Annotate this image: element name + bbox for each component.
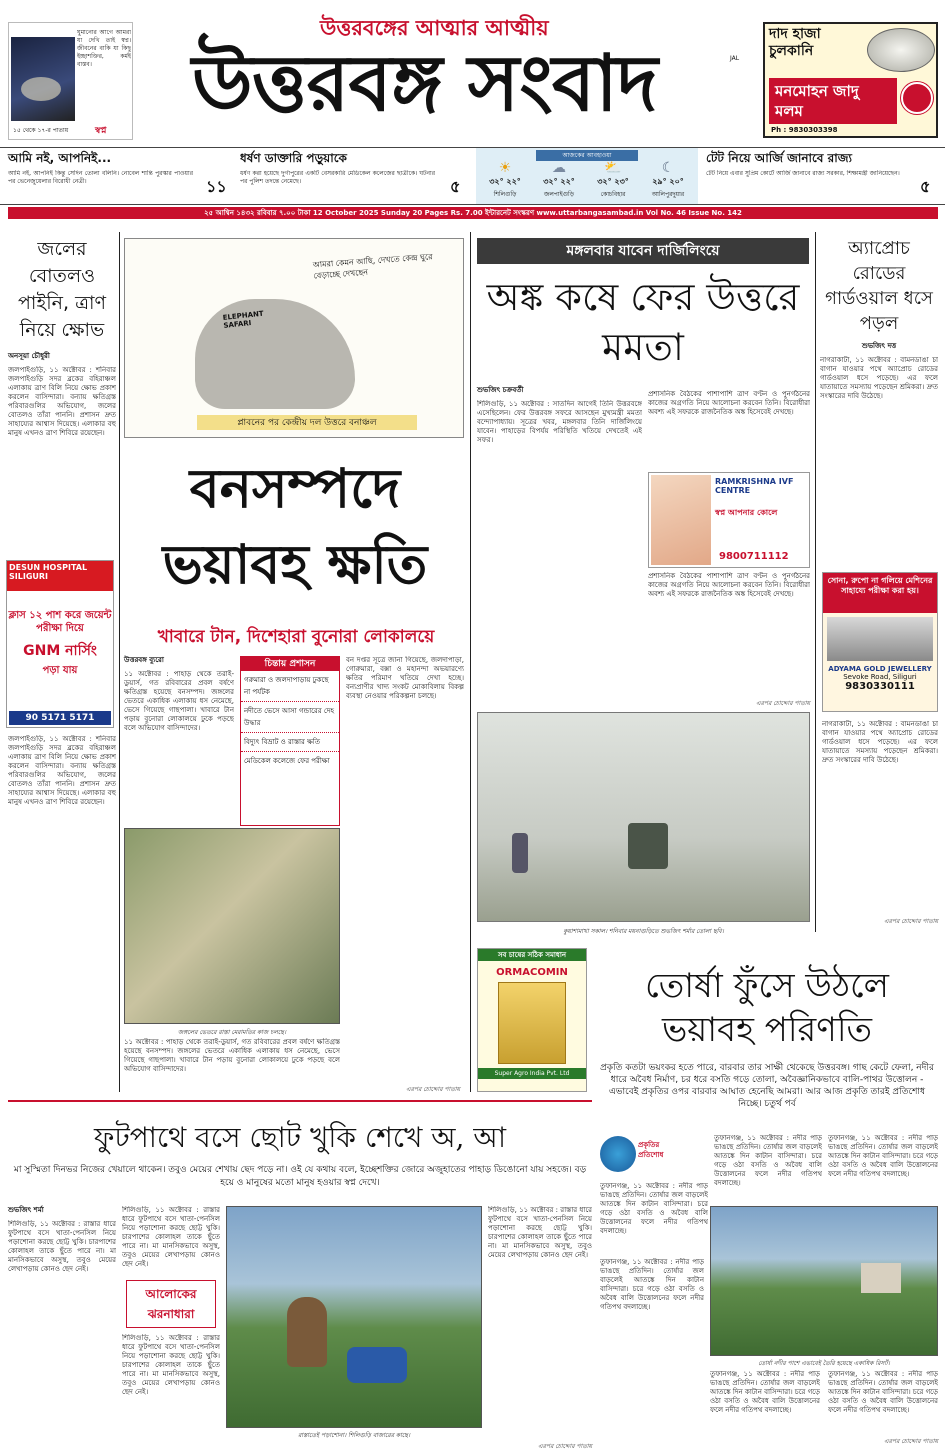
torsha-logo-ring: [600, 1136, 636, 1172]
right-col-story[interactable]: [820, 236, 938, 566]
bottom-body: শিলিগুড়ি, ১১ অক্টোবর : রাস্তার ধারে ফুটপাথে বসে খাতা-পেনসিল নিয়ে পড়াশোনা করছে ছোট্ট খুকি। চারপাশের কোলাহল তাকে ছুঁতে পারে না। মা মানসিকভাবে অসুস্থ, তবুও মেয়ের লেখাপড়ায় কোনও ছেদ নেই।: [8, 1220, 116, 1273]
weather-min-4: ২০°: [669, 177, 684, 186]
main-body-col3: বন দপ্তর সূত্রে জানা গিয়েছে, জলদাপাড়া, গোরুমারা, বক্সা ও মহানন্দা অভয়ারণ্যে ক্ষতির পরিমাণ খতিয়ে দেখা হচ্ছে। বন্যপ্রাণীর খাদ্য সংকট মোকাবিলায় বিকল্প ব্যবস্থা নেওয়ার পরিকল্পনা চলছে।: [346, 656, 464, 700]
manmohan-brand-box: [769, 78, 897, 124]
bottom-col1[interactable]: [8, 1204, 116, 1448]
ramkrishna-ad[interactable]: [648, 472, 810, 568]
adyama-phone: 9830330111: [845, 681, 915, 692]
right-col-headline: অ্যাপ্রোচ রোডের গার্ডওয়াল ধসে পড়ল: [825, 238, 933, 334]
torsha-body-5: তুফানগঞ্জ, ১১ অক্টোবর : নদীর পাড় ভাঙছে প্রতিদিন। তোর্ষার জল বাড়লেই আতঙ্কে দিন কাটান বাসিন্দারা। চরে গড়ে ওঠা বসতি ও অবৈধ বালি উত্তোলনের ফলে নদীর গতিপথ বদলাচ্ছে।: [710, 1370, 820, 1414]
weather-max-3: ৩২°: [597, 177, 612, 186]
col-rule-3: [815, 232, 816, 932]
bottom-col2: শিলিগুড়ি, ১১ অক্টোবর : রাস্তার ধারে ফুটপাথে বসে খাতা-পেনসিল নিয়ে পড়াশোনা করছে ছোট্ট খুকি। চারপাশের কোলাহল তাকে ছুঁতে পারে না। মা মানসিকভাবে অসুস্থ, তবুও মেয়ের লেখাপড়ায় কোনও ছেদ নেই।: [122, 1206, 220, 1268]
left-story-headline: জলের বোতলও পাইনি, ত্রাণ নিয়ে ক্ষোভ: [17, 238, 107, 341]
right-col-byline: শুভজিৎ দত্ত: [861, 342, 897, 350]
ormacomin-brand: ORMACOMIN: [496, 967, 568, 978]
torsha-photo-caption: তোর্ষা নদীর পাশে এভাবেই তৈরি হয়েছে একাধিক রিসর্ট।: [758, 1360, 890, 1367]
bottom-intro: মা সুস্মিতা দিনভর নিজের খেয়ালে থাকেন। তবুও মেয়ের শেখায় ছেদ পড়ে না। ওই যে কথায় বলে, ইচ্ছেশক্তির জোরে অজুহাতের পাহাড় ডিঙোনো যায় সহজে। বড় হয়ে ও মানুষের মতো মানুষ হওয়ার স্বপ্ন দেখে।: [13, 1165, 587, 1188]
weather-name-3: কোচবিহার: [600, 191, 626, 198]
desun-phone: 90 5171 5171: [9, 711, 111, 725]
ramkrishna-photo: [651, 475, 711, 565]
bottom-col3: শিলিগুড়ি, ১১ অক্টোবর : রাস্তার ধারে ফুটপাথে বসে খাতা-পেনসিল নিয়ে পড়াশোনা করছে ছোট্ট খুকি। চারপাশের কোলাহল তাকে ছুঁতে পারে না। মা মানসিকভাবে অসুস্থ, তবুও মেয়ের লেখাপড়ায় কোনও ছেদ নেই।: [488, 1206, 592, 1259]
torsha-body-1: তুফানগঞ্জ, ১১ অক্টোবর : নদীর পাড় ভাঙছে প্রতিদিন। তোর্ষার জল বাড়লেই আতঙ্কে দিন কাটান বাসিন্দারা। চরে গড়ে ওঠা বসতি ও অবৈধ বালি উত্তোলনের ফলে নদীর গতিপথ বদলাচ্ছে।: [600, 1182, 708, 1235]
forest-photo-caption: জঙ্গলের ভেতরে রাস্তা মেরামতির কাজ চলছে।: [177, 1029, 287, 1036]
ramkrishna-text: স্বপ্ন আপনার কোলে: [715, 508, 778, 517]
adyama-ad[interactable]: [822, 572, 938, 712]
ramkrishna-phone: 9800711112: [719, 551, 789, 562]
concerns-box: [240, 656, 340, 826]
concerns-title: চিন্তায় প্রশাসন: [241, 657, 339, 671]
desun-brand: DESUN HOSPITAL SILIGURI: [7, 561, 113, 591]
tuktuk: [628, 823, 668, 869]
teaser-3-text: টেট নিয়ে এবার সুপ্রিম কোর্টে আর্জি জানাবে রাজ্য সরকার, শিক্ষামন্ত্রী জানিয়েছেন।: [706, 170, 900, 177]
dateline-bar: [8, 207, 938, 219]
weather-min-1: ২২°: [506, 177, 521, 186]
teaser-1-page: ১১: [206, 177, 227, 196]
weather-title: আজকের আবহাওয়া: [536, 150, 638, 161]
torsha-photo: [710, 1206, 938, 1356]
ormacomin-top: সব চাষের সঠিক সমাধান: [478, 949, 586, 961]
adyama-name: ADYAMA GOLD JEWELLERY: [828, 665, 932, 673]
torsha-credit[interactable]: এরপর চোদ্দোর পাতায়: [884, 1438, 938, 1445]
ormacomin-pack: [498, 982, 566, 1064]
ramkrishna-name: RAMKRISHNA IVF CENTRE: [715, 477, 794, 495]
main-headline: বনসম্পদে ভয়াবহ ক্ষতি: [162, 456, 428, 596]
torsha-logo: [600, 1134, 670, 1178]
section-divider: [8, 1100, 592, 1102]
weather-name-4: আলিপুরদুয়ার: [651, 191, 685, 198]
teaser-1-text: আমি নই, আপনিই কিন্তু সেদিন তোলা বলিনি। নোবেল শান্তি পুরস্কার পাওয়ার পর ভেনেজুয়েলার বিরোধী নেত্রী।: [8, 170, 193, 185]
right-top-kicker: মঙ্গলবার যাবেন দার্জিলিংয়ে: [566, 243, 720, 259]
promo-text: ঘুমানোর আগে আমরা যা দেখি তাই স্বপ্ন। জীবনের বাকি যা কিছু ইচ্ছাশক্তির, কর্মই বাস্তব।: [77, 29, 131, 68]
teaser-2[interactable]: [240, 150, 470, 204]
masthead-title: উত্তরবঙ্গ সংবাদ: [192, 38, 657, 129]
dateline: ২৫ আশ্বিন ১৪৩২ রবিবার ৭.০০ টাকা 12 October 2025 Sunday 20 Pages Rs. 7.00 ইন্টারনেট সংস্করণ www.uttarbangasambad.in Vol No. 46 Issue No. 142: [204, 209, 742, 217]
main-story-col1[interactable]: [124, 654, 234, 824]
bottom-col2b: শিলিগুড়ি, ১১ অক্টোবর : রাস্তার ধারে ফুটপাথে বসে খাতা-পেনসিল নিয়ে পড়াশোনা করছে ছোট্ট খুকি। চারপাশের কোলাহল তাকে ছুঁতে পারে না। মা মানসিকভাবে অসুস্থ, তবুও মেয়ের লেখাপড়ায় কোনও ছেদ নেই।: [122, 1334, 220, 1396]
adyama-line1: সোনা, রুপো না গলিয়ে মেশিনের সাহায্যে পরীক্ষা করা হয়।: [823, 573, 937, 613]
fog-photo: [477, 712, 810, 922]
torsha-logo-text: প্রকৃতির প্রতিশোধ: [638, 1141, 664, 1159]
teaser-3[interactable]: [706, 150, 938, 204]
cyclist: [512, 833, 528, 873]
masthead-tagline: উত্তরবঙ্গের আত্মার আত্মীয়: [320, 16, 549, 40]
main-credit[interactable]: এরপর চোদ্দোর পাতায়: [406, 1086, 460, 1093]
right-top-kicker-bar: [477, 238, 809, 264]
teaser-3-title: টেট নিয়ে আর্জি জানাবে রাজ্য: [706, 151, 852, 165]
right-col-body-2: নাগরাকাটা, ১১ অক্টোবর : বামনডাঙা চা বাগান যাওয়ার পথে অ্যাপ্রোচ রোডের গার্ডওয়াল ধসে পড়েছে। এর ফলে যাতায়াতে সমস্যায় পড়েছেন শ্রমিকরা। দ্রুত সংস্কারের দাবি উঠেছে।: [822, 720, 938, 764]
main-byline: উত্তরবঙ্গ ব্যুরো: [124, 656, 164, 664]
ormacomin-ad[interactable]: [477, 948, 587, 1092]
concerns-item-1: গরুমারা ও জলদাপাড়ায় ঢুকছে না পর্যটক: [241, 671, 339, 702]
torsha-body-6: তুফানগঞ্জ, ১১ অক্টোবর : নদীর পাড় ভাঙছে প্রতিদিন। তোর্ষার জল বাড়লেই আতঙ্কে দিন কাটান বাসিন্দারা। চরে গড়ে ওঠা বসতি ও অবৈধ বালি উত্তোলনের ফলে নদীর গতিপথ বদলাচ্ছে।: [828, 1370, 938, 1414]
ormacomin-company: Super Agro India Pvt. Ltd: [478, 1068, 586, 1079]
adyama-machine: [827, 617, 933, 661]
forest-photo: [124, 828, 340, 1024]
desun-line3: পড়া যায়: [42, 665, 78, 676]
teaser-3-page: ৫: [920, 177, 931, 196]
right-top-credit[interactable]: এরপর চোদ্দোর পাতায়: [756, 700, 810, 707]
col-rule-1: [119, 232, 120, 1092]
concerns-item-4: মেডিকেল কলেজে ফের পরীক্ষা: [244, 757, 330, 765]
desun-ad[interactable]: [6, 560, 114, 728]
weather-name-2: জলপাইগুড়ি: [543, 191, 575, 198]
promo-label: স্বপ্ন: [95, 126, 107, 136]
concerns-item-2: নদীতে ভেসে আসা গন্ডারের দেহ উদ্ধার: [241, 702, 339, 733]
safari-label: ELEPHANT SAFARI: [222, 309, 265, 330]
weather-max-4: ২৯°: [652, 177, 667, 186]
manmohan-brand: মনমোহন জাদু মলম: [775, 82, 859, 120]
bottom-credit[interactable]: এরপর চোদ্দোর পাতায়: [538, 1443, 592, 1450]
weather-max-1: ৩২°: [489, 177, 504, 186]
child-photo: [226, 1206, 482, 1428]
manmohan-jar: [867, 28, 935, 72]
weather-city-1: ☀ ৩২° ২২° শিলিগুড়ি: [478, 160, 532, 200]
teaser-2-title: ধর্ষণ ডাক্তারি পড়ুয়াকে: [240, 151, 347, 165]
right-top-headline: অঙ্ক কষে ফের উত্তরে মমতা: [486, 275, 800, 369]
weather-name-1: শিলিগুড়ি: [493, 191, 517, 198]
right-top-body[interactable]: [477, 384, 642, 704]
concerns-item-3: বিদ্যুৎ বিভ্রাট ও রাস্তার ক্ষতি: [241, 733, 339, 752]
weather-min-2: ২২°: [560, 177, 575, 186]
cartoon: [124, 238, 464, 438]
bottom-headline: ফুটপাথে বসে ছোট খুকি শেখে অ, আ: [93, 1121, 507, 1154]
child-figure: [287, 1297, 327, 1367]
bottom-byline: শুভজিৎ শর্মা: [8, 1206, 44, 1214]
right-top-body-2: প্রশাসনিক বৈঠকের পাশাপাশি ত্রাণ বণ্টন ও পুনর্গঠনের কাজের অগ্রগতি নিয়ে আলোচনা করবেন তিনি। বিরোধীরা অবশ্য এই সফরকে রাজনৈতিক অঙ্ক হিসেবেই দেখছে।: [648, 390, 810, 416]
teaser-1-title: আমি নই, আপনিই...: [8, 151, 112, 165]
right-top-byline: শুভজিৎ চক্রবর্তী: [477, 386, 524, 394]
right-top-body-text: শিলিগুড়ি, ১১ অক্টোবর : সাতদিন আগেই তিনি উত্তরবঙ্গে এসেছিলেন। ফের উত্তরবঙ্গ সফরে আসছেন মুখ্যমন্ত্রী মমতা বন্দ্যোপাধ্যায়। সূত্রের খবর, মঙ্গলবার তিনি দার্জিলিংয়ে যাবেন। পাহাড়ের বিপর্যয় পরিস্থিতি খতিয়ে দেখতেই এই সফর।: [477, 400, 642, 444]
promo-dates: ১৫ থেকে ১৭-র পাতায়: [13, 127, 69, 134]
weather-city-4: ☾ ২৯° ২০° আলিপুরদুয়ার: [640, 160, 696, 200]
weather-max-2: ৩২°: [543, 177, 558, 186]
weather-city-2: ☁ ৩২° ২২° জলপাইগুড়ি: [532, 160, 586, 200]
bottom-logo: [126, 1280, 216, 1328]
left-story-byline: অনসূয়া চৌধুরী: [8, 352, 50, 360]
masthead: [0, 0, 945, 145]
fog-photo-caption: কুয়াশামাখা সকাল। শনিবার ময়নাগুড়িতে শুভজিৎ শর্মার তোলা ছবি।: [563, 928, 724, 935]
weather-city-3: ⛅ ৩২° ২৩° কোচবিহার: [586, 160, 640, 200]
main-body: ১১ অক্টোবর : পাহাড় থেকে তরাই-ডুয়ার্স, গত রবিবারের প্রবল বর্ষণে ক্ষতিগ্রস্ত হয়েছে বনসম্পদ। জঙ্গলের ভেতরে একাধিক এলাকায় ধস নেমেছে, ভেসে গিয়েছে গাছপালা। খাবারে টান পড়ায় বুনোরা লোকালয়ে ঢুকে পড়ছে বলে অভিযোগ বাসিন্দাদের।: [124, 670, 234, 732]
weather-box: [476, 148, 698, 204]
left-promo[interactable]: [8, 22, 133, 140]
torsha-intro: প্রকৃতি কতটা ভয়ংকর হতে পারে, বারবার তার সাক্ষী থেকেছে উত্তরবঙ্গ। গাছ কেটে ফেলা, নদীর ধারে অবৈধ নির্মাণ, চর ধরে বসতি গড়ে তোলা, অবৈজ্ঞানিকভাবে বালি-পাথর উত্তোলন - এভাবেই প্রকৃতির ওপর বারবার আঘাত হেনেছি আমরা। আর আজ প্রকৃতি তারই প্রতিশোধ নিচ্ছে। চতুর্থ পর্ব: [600, 1063, 934, 1109]
right-col-body: নাগরাকাটা, ১১ অক্টোবর : বামনডাঙা চা বাগান যাওয়ার পথে অ্যাপ্রোচ রোডের গার্ডওয়াল ধসে পড়েছে। এর ফলে যাতায়াতে সমস্যায় পড়েছেন শ্রমিকরা। দ্রুত সংস্কারের দাবি উঠেছে।: [820, 356, 938, 400]
school-bag: [347, 1347, 407, 1383]
mk-badge: [901, 82, 933, 114]
resort-hut: [861, 1263, 901, 1293]
torsha-body-2: তুফানগঞ্জ, ১১ অক্টোবর : নদীর পাড় ভাঙছে প্রতিদিন। তোর্ষার জল বাড়লেই আতঙ্কে দিন কাটান বাসিন্দারা। চরে গড়ে ওঠা বসতি ও অবৈধ বালি উত্তোলনের ফলে নদীর গতিপথ বদলাচ্ছে।: [714, 1134, 822, 1187]
main-subhead: খাবারে টান, দিশেহারা বুনোরা লোকালয়ে: [157, 627, 435, 647]
torsha-body-3: তুফানগঞ্জ, ১১ অক্টোবর : নদীর পাড় ভাঙছে প্রতিদিন। তোর্ষার জল বাড়লেই আতঙ্কে দিন কাটান বাসিন্দারা। চরে গড়ে ওঠা বসতি ও অবৈধ বালি উত্তোলনের ফলে নদীর গতিপথ বদলাচ্ছে।: [828, 1134, 938, 1178]
cartoon-caption: প্লাবনের পর কেন্দ্রীয় দল উত্তরে বনাঞ্চল: [197, 415, 417, 430]
manmohan-ad[interactable]: [763, 22, 938, 138]
promo-image: [11, 37, 75, 121]
adyama-address: Sevoke Road, Siliguri: [843, 673, 917, 681]
child-photo-caption: রাস্তাতেই পড়াশোনা। শিলিগুড়ি বাজারের কাছে।: [297, 1432, 411, 1439]
desun-line1: ক্লাস ১২ পাশ করে জয়েন্ট পরীক্ষা দিয়ে: [8, 610, 112, 634]
weather-min-3: ২৩°: [614, 177, 629, 186]
torsha-headline: তোর্ষা ফুঁসে উঠলে ভয়াবহ পরিণতি: [644, 966, 889, 1050]
bottom-logo-text: আলোকের ঝরনাধারা: [145, 1287, 197, 1321]
desun-line2: GNM নার্সিং: [23, 643, 97, 659]
teaser-1[interactable]: [8, 150, 233, 204]
main-body-bottom: ১১ অক্টোবর : পাহাড় থেকে তরাই-ডুয়ার্স, গত রবিবারের প্রবল বর্ষণে ক্ষতিগ্রস্ত হয়েছে বনসম্পদ। জঙ্গলের ভেতরে একাধিক এলাকায় ধস নেমেছে, ভেসে গিয়েছে গাছপালা। খাবারে টান পড়ায় বুনোরা লোকালয়ে ঢুকে পড়ছে বলে অভিযোগ বাসিন্দাদের।: [124, 1038, 340, 1073]
right-col-credit[interactable]: এরপর চোদ্দোর পাতায়: [884, 918, 938, 925]
right-top-body-3: প্রশাসনিক বৈঠকের পাশাপাশি ত্রাণ বণ্টন ও পুনর্গঠনের কাজের অগ্রগতি নিয়ে আলোচনা করবেন তিনি। বিরোধীরা অবশ্য এই সফরকে রাজনৈতিক অঙ্ক হিসেবেই দেখছে।: [648, 572, 810, 598]
teaser-strip: [0, 147, 945, 205]
left-story[interactable]: [8, 236, 116, 556]
teaser-2-page: ৫: [450, 177, 461, 196]
col-rule-2: [470, 232, 471, 1092]
left-story-continued: জলপাইগুড়ি, ১১ অক্টোবর : শনিবার জলপাইগুড়ি সদর ব্লকের বহিরাঞ্চল এলাকায় ত্রাণ বিলি নিয়ে ক্ষোভ প্রকাশ করলেন বাসিন্দারা। বন্যায় ক্ষতিগ্রস্ত পরিবারগুলির অভিযোগ, জলের বোতলও তাঁরা পাননি। প্রশাসন দ্রুত সাহায্যের আশ্বাস দিয়েছে। এলাকার বহু মানুষ এখনও ত্রাণ শিবিরে রয়েছেন।: [8, 735, 116, 806]
left-story-body: জলপাইগুড়ি, ১১ অক্টোবর : শনিবার জলপাইগুড়ি সদর ব্লকের বহিরাঞ্চল এলাকায় ত্রাণ বিলি নিয়ে ক্ষোভ প্রকাশ করলেন বাসিন্দারা। বন্যায় ক্ষতিগ্রস্ত পরিবারগুলির অভিযোগ, জলের বোতলও তাঁরা পাননি। প্রশাসন দ্রুত সাহায্যের আশ্বাস দিয়েছে। এলাকার বহু মানুষ এখনও ত্রাণ শিবিরে রয়েছেন।: [8, 366, 116, 437]
manmohan-phone: Ph : 9830303398: [771, 126, 838, 134]
teaser-2-text: ধর্ষণ করা হয়েছে দুর্গাপুরের একটি বেসরকারি মেডিকেল কলেজের ছাত্রীকে। ঘটনার পর পুলিশ তদন্তে নেমেছে।: [240, 170, 435, 185]
jal-mark: JAL: [730, 55, 740, 62]
cartoon-speech: আমরা কেমন আছি, দেখতে কেন্দ্র ঘুরে বেড়াচ্ছে দেখছেন: [312, 252, 433, 281]
manmohan-ad-top: দাদ হাজা চুলকানি: [769, 26, 821, 59]
torsha-body-4: তুফানগঞ্জ, ১১ অক্টোবর : নদীর পাড় ভাঙছে প্রতিদিন। তোর্ষার জল বাড়লেই আতঙ্কে দিন কাটান বাসিন্দারা। চরে গড়ে ওঠা বসতি ও অবৈধ বালি উত্তোলনের ফলে নদীর গতিপথ বদলাচ্ছে।: [600, 1258, 704, 1311]
